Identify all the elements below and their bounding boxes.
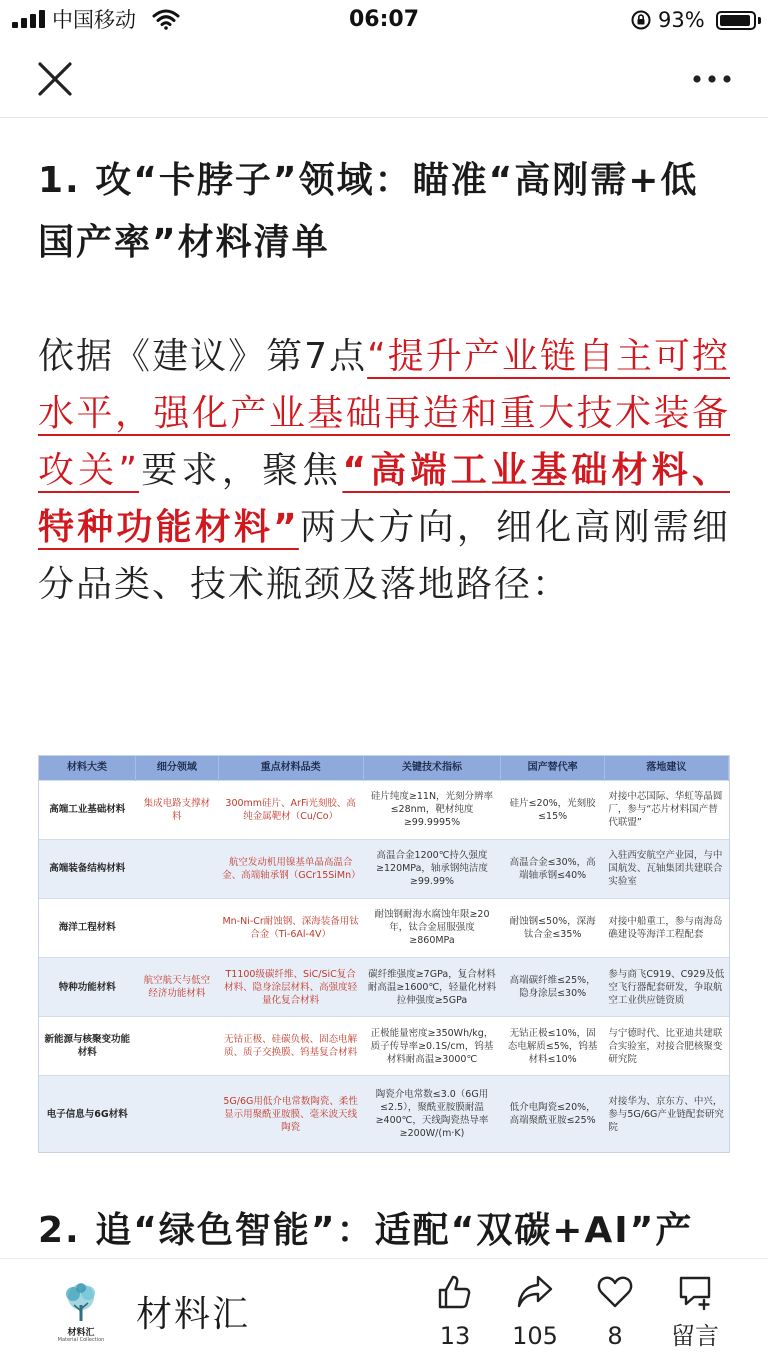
cell-specs: 耐蚀钢耐海水腐蚀年限≥20年，钛合金屈服强度≥860MPa <box>363 898 501 957</box>
thumbs-up-icon <box>436 1273 474 1311</box>
cell-rate: 无钴正极≤10%，固态电解质≤5%，钨基材料≤10% <box>501 1017 604 1076</box>
table-header: 关键技术指标 <box>363 756 501 780</box>
tree-logo-icon <box>52 1281 110 1325</box>
table-header: 细分领域 <box>136 756 219 780</box>
para-text-1: 依据《建议》第7点 <box>38 336 368 377</box>
table-row <box>39 898 729 957</box>
materials-table <box>39 756 729 1152</box>
cell-suggestion: 入驻西安航空产业园，与中国航发、瓦轴集团共建联合实验室 <box>604 839 728 898</box>
nav-bar <box>0 40 768 118</box>
para-text-2: 要求，聚焦 <box>139 450 343 491</box>
cell-subfield: 航空航天与低空经济功能材料 <box>136 958 219 1017</box>
favorite-count: 8 <box>607 1322 623 1350</box>
account-logo[interactable] <box>52 1281 110 1345</box>
cell-rate: 高温合金≤30%，高端轴承钢≤40% <box>501 839 604 898</box>
cell-rate: 硅片≤20%，光刻胶≤15% <box>501 780 604 839</box>
table-header: 国产替代率 <box>501 756 604 780</box>
cell-subfield: 集成电路支撑材料 <box>136 780 219 839</box>
section-heading-1: 1. 攻“卡脖子”领域：瞄准“高刚需+低国产率”材料清单 <box>38 160 699 263</box>
cell-category: 新能源与核聚变功能材料 <box>39 1017 136 1076</box>
cell-specs: 陶瓷介电常数≤3.0（6G用≤2.5），聚酰亚胺膜耐温≥400℃，天线陶瓷热导率≥200W/(m·K) <box>363 1076 501 1152</box>
cell-rate: 耐蚀钢≤50%，深海钛合金≤35% <box>501 898 604 957</box>
cell-rate: 高端碳纤维≤25%，隐身涂层≤30% <box>501 958 604 1017</box>
article-paragraph <box>38 328 730 613</box>
cell-rate: 低介电陶瓷≤20%，高端聚酰亚胺≤25% <box>501 1076 604 1152</box>
cell-specs: 碳纤维强度≥7GPa，复合材料耐高温≥1600℃，轻量化材料拉伸强度≥5GPa <box>363 958 501 1017</box>
cell-specs: 硅片纯度≥11N，光刻分辨率≤28nm，靶材纯度≥99.9995% <box>363 780 501 839</box>
cell-materials: Mn-Ni-Cr耐蚀钢、深海装备用钛合金（Ti-6Al-4V） <box>218 898 363 957</box>
clock: 06:07 <box>348 7 420 32</box>
section-heading-2: 2. 追“绿色智能”：适配“双碳+AI”产 <box>38 1210 694 1251</box>
share-arrow-icon <box>516 1273 554 1311</box>
cell-subfield <box>136 839 219 898</box>
account-name[interactable]: 材料汇 <box>136 1294 251 1335</box>
cell-suggestion: 参与商飞C919、C929及低空飞行器配套研发，争取航空工业供应链资质 <box>604 958 728 1017</box>
close-icon[interactable] <box>34 58 76 100</box>
table-header-row <box>39 756 729 780</box>
article-content <box>38 150 730 613</box>
cell-subfield <box>136 1076 219 1152</box>
table-row <box>39 1017 729 1076</box>
cell-suggestion: 与宁德时代、比亚迪共建联合实验室，对接合肥核聚变研究院 <box>604 1017 728 1076</box>
para-quote-2: “高端工业基础材料、特种功能材料” <box>38 450 730 548</box>
cell-specs: 正极能量密度≥350Wh/kg，质子传导率≥0.1S/cm，钨基材料耐高温≥3000℃ <box>363 1017 501 1076</box>
bottom-action-bar <box>0 1258 768 1366</box>
cell-materials: 航空发动机用镍基单晶高温合金、高端轴承钢（GCr15SiMn） <box>218 839 363 898</box>
share-button[interactable] <box>500 1273 570 1351</box>
materials-table-image[interactable] <box>38 755 730 1153</box>
cell-category: 特种功能材料 <box>39 958 136 1017</box>
para-quote-1: “提升产业链自主可控水平，强化产业基础再造和重大技术装备攻关” <box>38 336 730 491</box>
battery-percent: 93% <box>658 8 705 32</box>
like-count: 13 <box>439 1322 471 1350</box>
carrier-name: 中国移动 <box>52 8 136 32</box>
cell-specs: 高温合金1200℃持久强度≥120MPa，轴承钢纯洁度≥99.99% <box>363 839 501 898</box>
status-bar <box>0 0 768 40</box>
cell-category: 海洋工程材料 <box>39 898 136 957</box>
cell-materials: 300mm硅片、ArFi光刻胶、高纯金属靶材（Cu/Co） <box>218 780 363 839</box>
table-row <box>39 1076 729 1152</box>
logo-subtitle: Material Collection <box>57 1337 105 1343</box>
table-header: 重点材料品类 <box>218 756 363 780</box>
battery-level <box>720 15 750 26</box>
table-row <box>39 958 729 1017</box>
cell-suggestion: 对接华为、京东方、中兴，参与5G/6G产业链配套研究院 <box>604 1076 728 1152</box>
more-options-icon[interactable] <box>690 62 734 96</box>
cell-suggestion: 对接中船重工，参与南海岛礁建设等海洋工程配套 <box>604 898 728 957</box>
cell-category: 电子信息与6G材料 <box>39 1076 136 1152</box>
table-header: 落地建议 <box>604 756 728 780</box>
rotation-lock-icon <box>630 9 652 31</box>
cell-subfield <box>136 898 219 957</box>
cell-category: 高端装备结构材料 <box>39 839 136 898</box>
favorite-button[interactable] <box>580 1273 650 1351</box>
para-text-3: 两大方向，细化高刚需细分品类、技术瓶颈及落地路径： <box>38 507 730 605</box>
cell-category: 高端工业基础材料 <box>39 780 136 839</box>
comment-button[interactable] <box>660 1273 730 1351</box>
heart-icon <box>596 1273 634 1311</box>
like-button[interactable] <box>420 1273 490 1351</box>
logo-text: 材料汇 <box>67 1328 95 1338</box>
cell-materials: 无钴正极、硅碳负极、固态电解质、质子交换膜、钨基复合材料 <box>218 1017 363 1076</box>
table-header: 材料大类 <box>39 756 136 780</box>
share-count: 105 <box>512 1322 558 1350</box>
comment-plus-icon <box>676 1273 714 1311</box>
cell-suggestion: 对接中芯国际、华虹等晶圆厂，参与“芯片材料国产替代联盟” <box>604 780 728 839</box>
cell-materials: T1100级碳纤维、SiC/SiC复合材料、隐身涂层材料、高强度轻量化复合材料 <box>218 958 363 1017</box>
table-row <box>39 780 729 839</box>
battery-icon <box>716 11 756 30</box>
cell-subfield <box>136 1017 219 1076</box>
battery-tip <box>758 17 761 24</box>
table-row <box>39 839 729 898</box>
comment-label: 留言 <box>671 1322 719 1350</box>
cell-materials: 5G/6G用低介电常数陶瓷、柔性显示用聚酰亚胺膜、毫米波天线陶瓷 <box>218 1076 363 1152</box>
